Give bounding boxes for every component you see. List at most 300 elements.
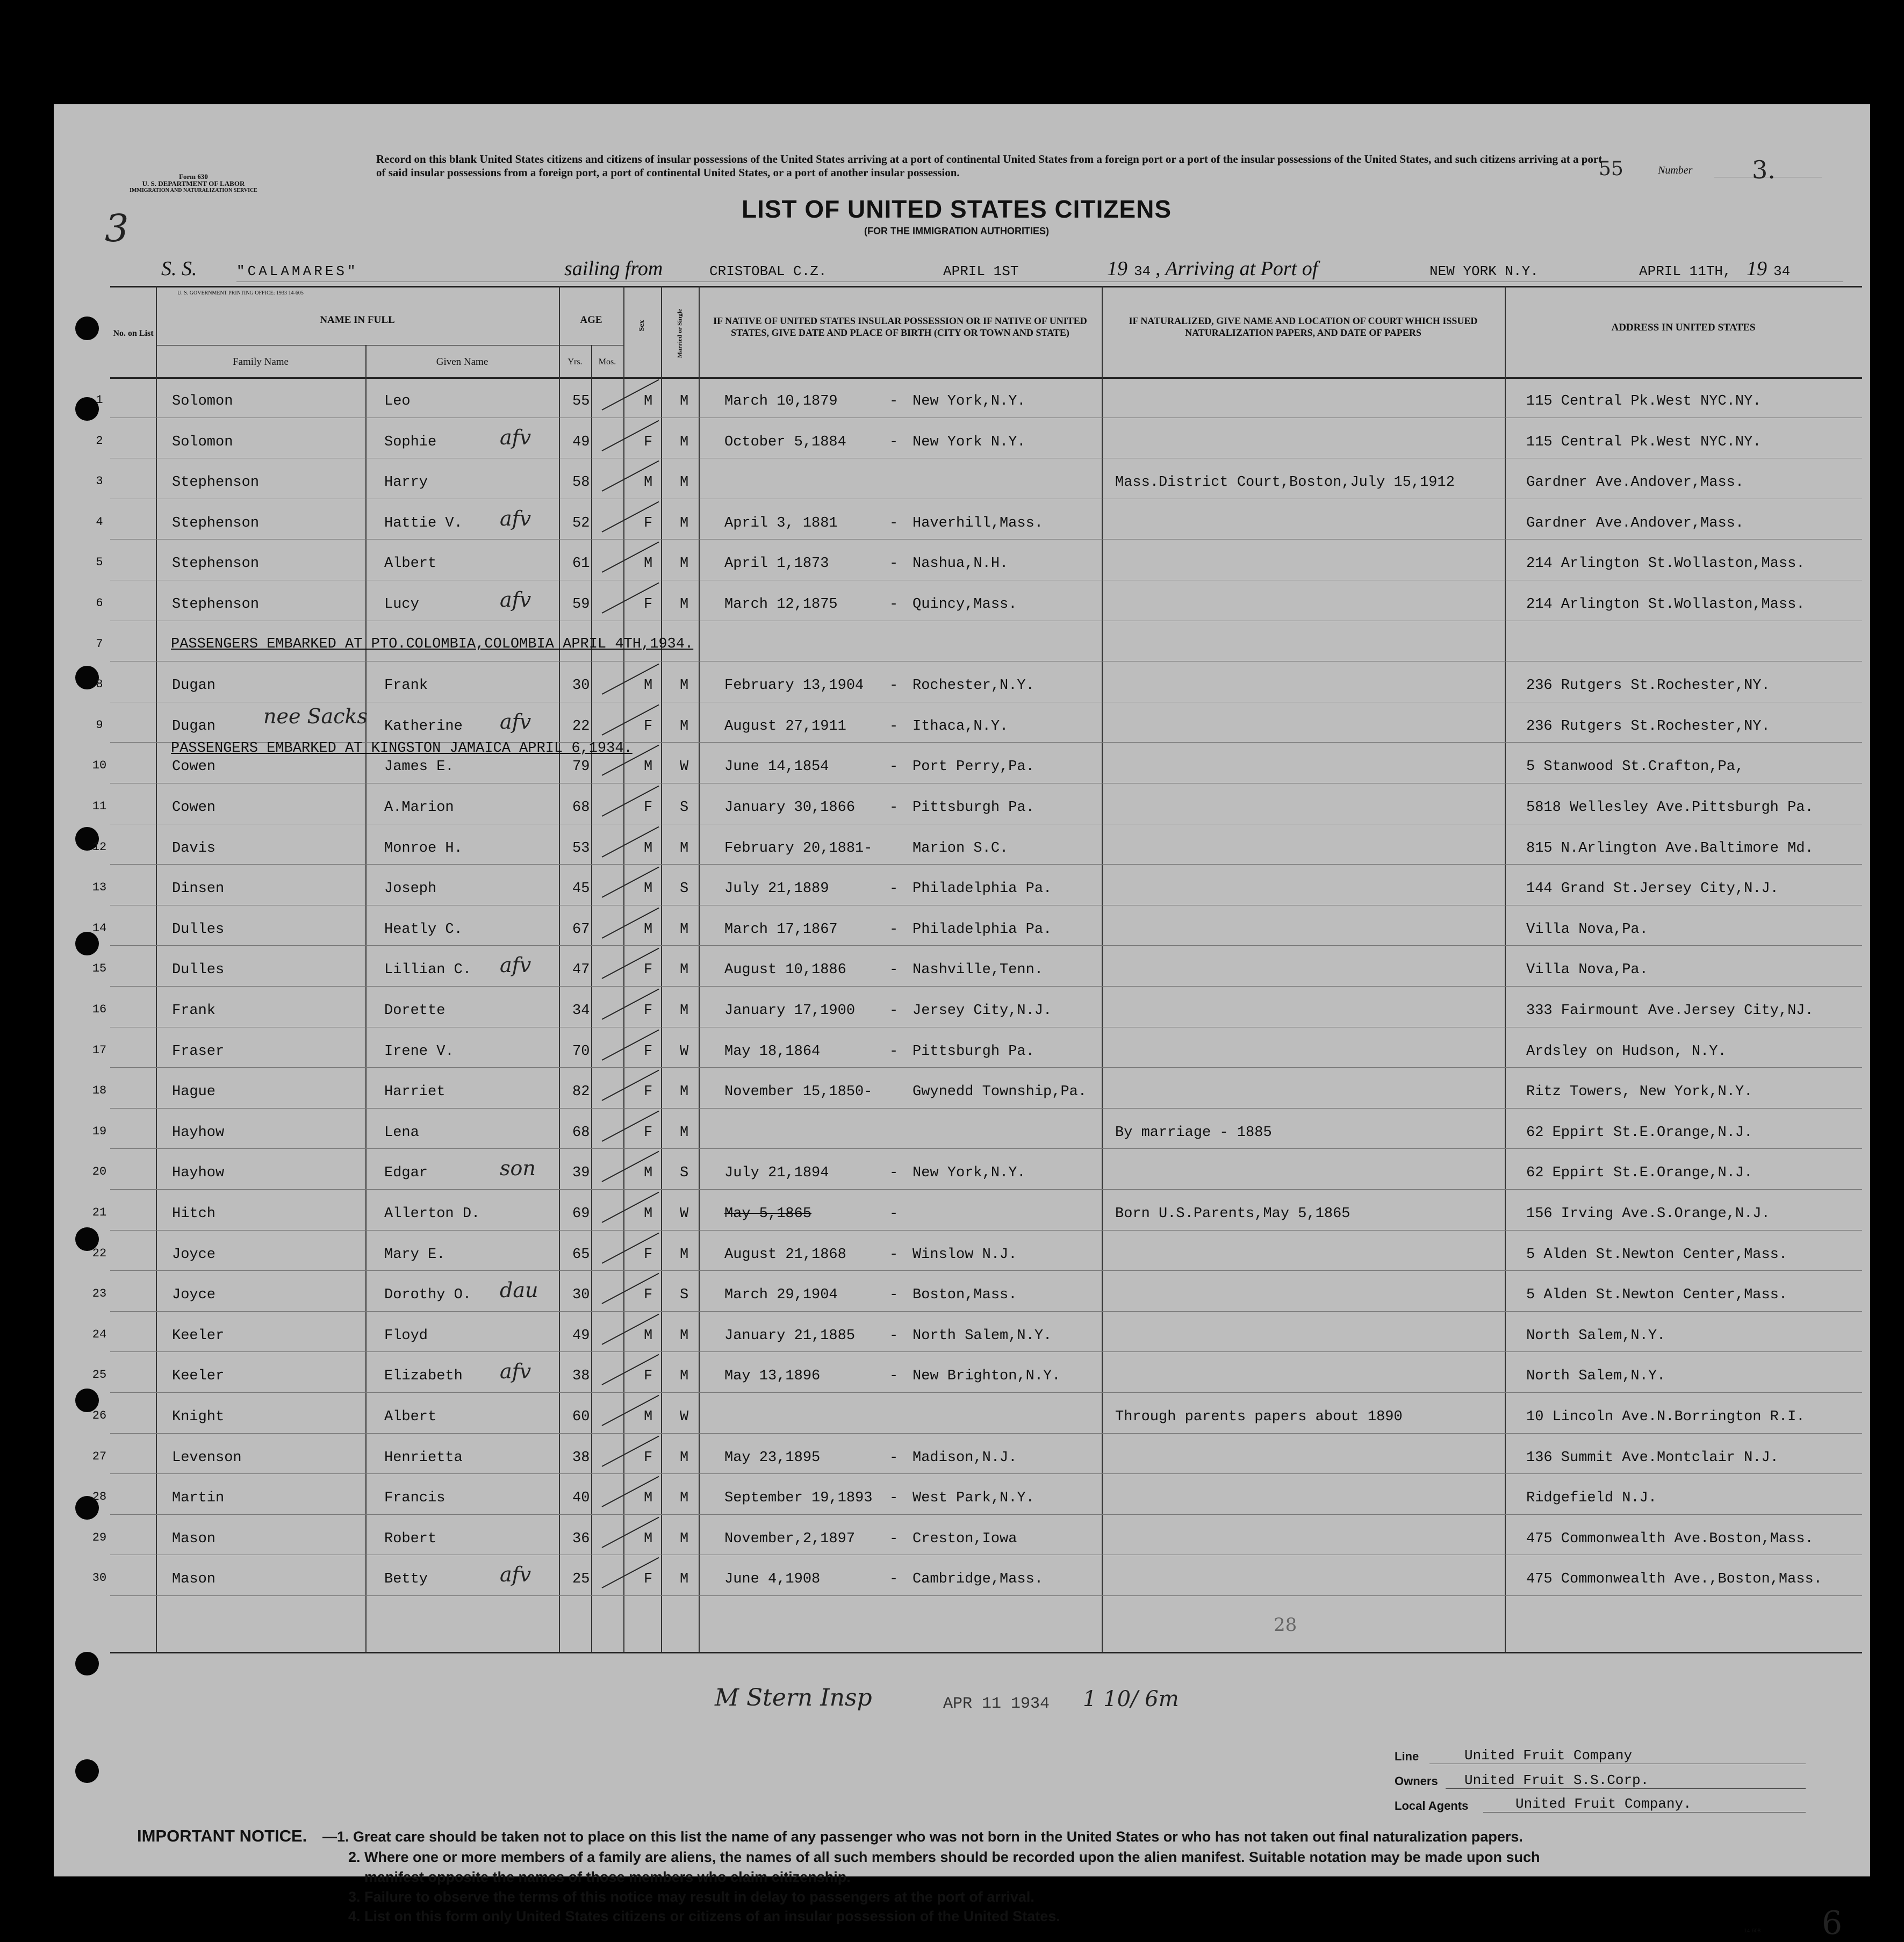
row-number: 28: [92, 1490, 107, 1504]
age-years: 59: [572, 596, 590, 613]
notice-3: 3. Failure to observe the terms of this notice may result in delay to passengers at the port of arrival.: [348, 1889, 1034, 1905]
family-name: Dinsen: [172, 881, 225, 897]
sex: F: [644, 1287, 653, 1304]
given-name: Edgar: [384, 1165, 428, 1182]
arrival-year: 34: [1773, 263, 1791, 279]
age-years: 30: [572, 1287, 590, 1304]
table-row: [54, 418, 1870, 458]
row-number: 12: [92, 840, 107, 854]
address: 5 Alden St.Newton Center,Mass.: [1526, 1287, 1788, 1304]
marital-status: S: [680, 800, 689, 816]
birth-date: April 3, 1881: [724, 515, 838, 531]
age-years: 61: [572, 556, 590, 572]
ship-name: "CALAMARES": [236, 263, 358, 279]
given-name: Heatly C.: [384, 921, 463, 938]
marital-status: M: [680, 1530, 689, 1547]
header-mos: Mos.: [598, 357, 616, 366]
family-name: Stephenson: [172, 556, 260, 572]
birth-date: January 30,1866: [724, 800, 856, 816]
family-name: Keeler: [172, 1368, 225, 1385]
birth-dash: -: [889, 1043, 899, 1060]
notice-title: IMPORTANT NOTICE.: [137, 1826, 307, 1845]
birth-date: February 13,1904: [724, 678, 864, 694]
arrival-date: APRIL 11TH,: [1639, 263, 1731, 279]
row-number: 19: [92, 1124, 107, 1138]
family-name: Joyce: [172, 1246, 216, 1263]
row-number: 8: [96, 678, 103, 692]
number-label: Number: [1658, 164, 1693, 176]
family-name: Joyce: [172, 1287, 216, 1304]
marital-status: W: [680, 1206, 689, 1222]
naturalization-info: By marriage - 1885: [1115, 1124, 1272, 1141]
age-years: 49: [572, 1327, 590, 1344]
address: 62 Eppirt St.E.Orange,N.J.: [1526, 1165, 1753, 1182]
table-row: [54, 1190, 1870, 1230]
address: 475 Commonwealth Ave.,Boston,Mass.: [1526, 1571, 1822, 1588]
address: 5 Alden St.Newton Center,Mass.: [1526, 1246, 1788, 1263]
family-name: Hitch: [172, 1206, 216, 1222]
header-age: AGE: [580, 314, 602, 326]
naturalization-info: Born U.S.Parents,May 5,1865: [1115, 1206, 1350, 1222]
marital-status: M: [680, 1246, 689, 1263]
birth-place: Haverhill,Mass.: [913, 515, 1044, 531]
table-row: [54, 661, 1870, 702]
pencil-total: 28: [1274, 1614, 1297, 1636]
birth-place: Winslow N.J.: [913, 1246, 1017, 1263]
birth-date: March 12,1875: [724, 596, 838, 613]
birth-place: Pittsburgh Pa.: [913, 800, 1034, 816]
agents-label: Local Agents: [1395, 1799, 1469, 1812]
agents-value: United Fruit Company.: [1515, 1796, 1692, 1812]
margin-mark: 3: [105, 206, 129, 250]
birth-place: New Brighton,N.Y.: [913, 1368, 1061, 1385]
birth-dash: -: [889, 678, 899, 694]
handwritten-note: dau: [500, 1278, 538, 1303]
table-row: [54, 1474, 1870, 1514]
marital-status: M: [680, 1084, 689, 1101]
table-row: [54, 946, 1870, 986]
owners-label: Owners: [1395, 1774, 1438, 1788]
address: 10 Lincoln Ave.N.Borrington R.I.: [1526, 1409, 1805, 1425]
birth-date: February 20,1881-: [724, 840, 873, 857]
birth-place: West Park,N.Y.: [913, 1490, 1034, 1507]
family-name: Dugan: [172, 678, 216, 694]
row-number: 10: [92, 759, 107, 773]
naturalization-info: Through parents papers about 1890: [1115, 1409, 1403, 1425]
table-row: [54, 824, 1870, 865]
age-years: 38: [572, 1449, 590, 1466]
address: Villa Nova,Pa.: [1526, 962, 1648, 979]
row-number: 23: [92, 1287, 107, 1301]
table-row: [54, 1352, 1870, 1392]
table-row: [54, 905, 1870, 946]
sex: F: [644, 800, 653, 816]
given-name: Lillian C.: [384, 962, 472, 979]
birth-date: March 29,1904: [724, 1287, 838, 1304]
notice-1: —1. Great care should be taken not to place on this list the name of any passenger who was not born in the United States or who has not taken out final naturalization papers.: [322, 1829, 1523, 1845]
given-name: Hattie V.: [384, 515, 463, 531]
row-number: 6: [96, 596, 103, 610]
age-years: 70: [572, 1043, 590, 1060]
given-name: Dorette: [384, 1003, 446, 1019]
table-row: [54, 1555, 1870, 1595]
birth-date: August 27,1911: [724, 718, 846, 735]
sex: F: [644, 1449, 653, 1466]
address: Villa Nova,Pa.: [1526, 921, 1648, 938]
given-name: Henrietta: [384, 1449, 463, 1466]
birth-place: Pittsburgh Pa.: [913, 1043, 1034, 1060]
table-row: [54, 458, 1870, 499]
notice-4: 4. List on this form only United States citizens or citizens of an insular possession of the United States.: [348, 1908, 1060, 1924]
table-row: [54, 540, 1870, 580]
birth-date: July 21,1894: [724, 1165, 829, 1182]
birth-dash: -: [889, 718, 899, 735]
table-row: [54, 1149, 1870, 1189]
age-years: 68: [572, 1124, 590, 1141]
birth-dash: -: [889, 1206, 899, 1222]
punch-hole: [75, 317, 99, 340]
family-name: Dulles: [172, 962, 225, 979]
punch-hole: [75, 1652, 99, 1675]
service-name: IMMIGRATION AND NATURALIZATION SERVICE: [130, 188, 257, 193]
table-row: [54, 740, 1870, 783]
row-number: 25: [92, 1368, 107, 1382]
marital-status: M: [680, 1490, 689, 1507]
marital-status: M: [680, 1003, 689, 1019]
marital-status: W: [680, 1409, 689, 1425]
birth-dash: -: [889, 393, 899, 409]
row-number: 5: [96, 556, 103, 570]
small-code: 14-608: [1744, 1927, 1761, 1934]
header-address: ADDRESS IN UNITED STATES: [1611, 322, 1756, 333]
birth-date: May 13,1896: [724, 1368, 821, 1385]
address: 62 Eppirt St.E.Orange,N.J.: [1526, 1124, 1753, 1141]
row-number: 7: [96, 637, 103, 651]
line-value: United Fruit Company: [1464, 1747, 1633, 1764]
address: 136 Summit Ave.Montclair N.J.: [1526, 1449, 1779, 1466]
birth-place: Jersey City,N.J.: [913, 1003, 1052, 1019]
family-name: Keeler: [172, 1327, 225, 1344]
given-name: Irene V.: [384, 1043, 454, 1060]
age-years: 55: [572, 393, 590, 409]
address: 115 Central Pk.West NYC.NY.: [1526, 393, 1762, 409]
birth-date: September 19,1893: [724, 1490, 873, 1507]
inspector-note: 1 10/ 6m: [1083, 1687, 1179, 1711]
table-row: [54, 499, 1870, 540]
row-number: 20: [92, 1165, 107, 1179]
marital-status: M: [680, 1571, 689, 1588]
ss-label: S. S.: [161, 257, 197, 280]
age-years: 36: [572, 1530, 590, 1547]
birth-place: New York,N.Y.: [913, 393, 1026, 409]
sex: M: [644, 921, 653, 938]
birth-place: Boston,Mass.: [913, 1287, 1017, 1304]
header-name-in-full: NAME IN FULL: [320, 314, 395, 326]
age-years: 49: [572, 434, 590, 450]
given-name: Floyd: [384, 1327, 428, 1344]
birth-place: Philadelphia Pa.: [913, 921, 1052, 938]
sex: M: [644, 1490, 653, 1507]
age-years: 30: [572, 678, 590, 694]
list-number-handwritten: 55: [1599, 158, 1623, 180]
marital-status: S: [680, 1165, 689, 1182]
age-years: 52: [572, 515, 590, 531]
marital-status: M: [680, 393, 689, 409]
handwritten-note: afv: [500, 1563, 531, 1587]
header-no-on-list: No. on List: [113, 329, 154, 338]
birth-dash: -: [889, 596, 899, 613]
maiden-name-note: nee Sacks: [263, 704, 368, 728]
birth-place: Nashua,N.H.: [913, 556, 1009, 572]
birth-date: June 4,1908: [724, 1571, 821, 1588]
sailing-label: sailing from: [564, 257, 663, 280]
punch-hole: [75, 1759, 99, 1783]
marital-status: S: [680, 881, 689, 897]
given-name: Robert: [384, 1530, 437, 1547]
header-sex: Sex: [638, 320, 646, 332]
birth-date: August 10,1886: [724, 962, 846, 979]
family-name: Stephenson: [172, 474, 260, 491]
sex: F: [644, 1124, 653, 1141]
birth-dash: -: [889, 434, 899, 450]
sex: M: [644, 881, 653, 897]
marital-status: M: [680, 556, 689, 572]
arrival-stamp: APR 11 1934: [943, 1695, 1050, 1713]
sex: F: [644, 434, 653, 450]
family-name: Stephenson: [172, 596, 260, 613]
family-name: Cowen: [172, 759, 216, 775]
birth-date: March 10,1879: [724, 393, 838, 409]
address: 5818 Wellesley Ave.Pittsburgh Pa.: [1526, 800, 1814, 816]
given-name: Albert: [384, 556, 437, 572]
form-instruction: Record on this blank United States citizens and citizens of insular possessions of the United States arriving at a port of continental United States from a foreign port or a port of the insular possessions of the United States, and such citizens arriving at a port of said insular possessions from a foreign port, a port of continental United States, or a port of another insular possession.: [376, 153, 1603, 179]
given-name: Lucy: [384, 596, 419, 613]
owners-value: United Fruit S.S.Corp.: [1464, 1772, 1649, 1788]
given-name: Elizabeth: [384, 1368, 463, 1385]
address: 475 Commonwealth Ave.Boston,Mass.: [1526, 1530, 1814, 1547]
table-row: [54, 377, 1870, 418]
birth-date: November,2,1897: [724, 1530, 856, 1547]
birth-date: May 5,1865: [724, 1206, 812, 1222]
address: Gardner Ave.Andover,Mass.: [1526, 474, 1744, 491]
given-name: Mary E.: [384, 1246, 446, 1263]
family-name: Cowen: [172, 800, 216, 816]
birth-dash: -: [889, 1003, 899, 1019]
family-name: Mason: [172, 1530, 216, 1547]
table-row: [54, 1068, 1870, 1108]
table-row: [54, 1027, 1870, 1068]
sex: F: [644, 718, 653, 735]
header-birth: IF NATIVE OF UNITED STATES INSULAR POSSESSION OR IF NATIVE OF UNITED STATES, GIVE DATE AND PLACE OF BIRTH (CITY OR TOWN AND STATE): [713, 315, 1087, 338]
given-name: Monroe H.: [384, 840, 463, 857]
page-subtitle: (FOR THE IMMIGRATION AUTHORITIES): [864, 226, 1049, 236]
sex: M: [644, 1530, 653, 1547]
row-number: 13: [92, 881, 107, 895]
naturalization-info: Mass.District Court,Boston,July 15,1912: [1115, 474, 1455, 491]
address: 333 Fairmount Ave.Jersey City,NJ.: [1526, 1003, 1814, 1019]
address: 214 Arlington St.Wollaston,Mass.: [1526, 556, 1805, 572]
from-port: CRISTOBAL C.Z.: [709, 263, 827, 279]
header-given-name: Given Name: [436, 356, 488, 368]
address: North Salem,N.Y.: [1526, 1327, 1666, 1344]
birth-place: Gwynedd Township,Pa.: [913, 1084, 1087, 1101]
row-number: 2: [96, 434, 103, 448]
row-number: 26: [92, 1409, 107, 1422]
age-years: 38: [572, 1368, 590, 1385]
family-name: Fraser: [172, 1043, 225, 1060]
given-name: Betty: [384, 1571, 428, 1588]
age-years: 39: [572, 1165, 590, 1182]
birth-place: Creston,Iowa: [913, 1530, 1017, 1547]
handwritten-note: afv: [500, 506, 531, 530]
marital-status: M: [680, 474, 689, 491]
marital-status: M: [680, 515, 689, 531]
age-years: 82: [572, 1084, 590, 1101]
birth-place: New York N.Y.: [913, 434, 1026, 450]
table-row: [54, 865, 1870, 905]
family-name: Levenson: [172, 1449, 242, 1466]
age-years: 40: [572, 1490, 590, 1507]
row-number: 14: [92, 921, 107, 935]
table-row: [54, 1109, 1870, 1149]
row-number: 24: [92, 1327, 107, 1341]
row-number: 9: [96, 718, 103, 732]
page-title: LIST OF UNITED STATES CITIZENS: [741, 195, 1172, 223]
form-id-block: [107, 173, 279, 194]
marital-status: M: [680, 1449, 689, 1466]
address: Ardsley on Hudson, N.Y.: [1526, 1043, 1727, 1060]
given-name: Dorothy O.: [384, 1287, 472, 1304]
birth-date: August 21,1868: [724, 1246, 846, 1263]
marital-status: M: [680, 962, 689, 979]
marital-status: M: [680, 1327, 689, 1344]
notice-2b: manifest opposite the names of those members who claim citizenship.: [364, 1869, 851, 1885]
row-number: 18: [92, 1084, 107, 1098]
sex: F: [644, 1571, 653, 1588]
family-name: Frank: [172, 1003, 216, 1019]
header-family-name: Family Name: [233, 356, 289, 368]
table-row: [54, 1271, 1870, 1311]
given-name: Joseph: [384, 881, 437, 897]
sex: M: [644, 678, 653, 694]
sex: M: [644, 759, 653, 775]
given-name: Katherine: [384, 718, 463, 735]
family-name: Solomon: [172, 393, 233, 409]
birth-place: New York,N.Y.: [913, 1165, 1026, 1182]
page-number: 6: [1822, 1904, 1843, 1942]
birth-place: Philadelphia Pa.: [913, 881, 1052, 897]
marital-status: M: [680, 718, 689, 735]
header-naturalized: IF NATURALIZED, GIVE NAME AND LOCATION OF COURT WHICH ISSUED NATURALIZATION PAPERS, AND DATE OF PAPERS: [1129, 315, 1478, 338]
sex: M: [644, 1409, 653, 1425]
row-number: 21: [92, 1206, 107, 1219]
age-years: 69: [572, 1206, 590, 1222]
embarkation-note: PASSENGERS EMBARKED AT KINGSTON JAMAICA APRIL 6,1934.: [171, 740, 633, 757]
family-name: Davis: [172, 840, 216, 857]
handwritten-note: afv: [500, 1360, 531, 1384]
sex: F: [644, 962, 653, 979]
birth-dash: -: [889, 1490, 899, 1507]
depart-year-prefix: 19: [1107, 257, 1127, 280]
birth-place: Ithaca,N.Y.: [913, 718, 1009, 735]
department-name: U. S. DEPARTMENT OF LABOR: [142, 179, 245, 188]
table-row: [54, 1515, 1870, 1555]
age-years: 34: [572, 1003, 590, 1019]
sex: F: [644, 1003, 653, 1019]
given-name: Albert: [384, 1409, 437, 1425]
birth-date: January 21,1885: [724, 1327, 856, 1344]
depart-year: 34: [1134, 263, 1151, 279]
birth-dash: -: [889, 1368, 899, 1385]
marital-status: M: [680, 921, 689, 938]
birth-dash: -: [889, 1530, 899, 1547]
address: Ritz Towers, New York,N.Y.: [1526, 1084, 1753, 1101]
marital-status: M: [680, 1124, 689, 1141]
table-row: [54, 1434, 1870, 1474]
sex: F: [644, 1084, 653, 1101]
sex: F: [644, 1246, 653, 1263]
sex: M: [644, 1206, 653, 1222]
table-row: [54, 987, 1870, 1027]
family-name: Dulles: [172, 921, 225, 938]
notice-2a: 2. Where one or more members of a family are aliens, the names of all such members should be recorded upon the alien manifest. Suitable notation may be made upon such: [348, 1849, 1540, 1865]
given-name: Leo: [384, 393, 411, 409]
passenger-table: [54, 377, 1870, 1652]
form-number: Form 630: [179, 172, 208, 181]
arriving-label: , Arriving at Port of: [1155, 257, 1318, 280]
row-number: 17: [92, 1043, 107, 1057]
family-name: Martin: [172, 1490, 225, 1507]
family-name: Solomon: [172, 434, 233, 450]
table-row: [54, 1231, 1870, 1271]
birth-date: June 14,1854: [724, 759, 829, 775]
sex: F: [644, 1043, 653, 1060]
given-name: Frank: [384, 678, 428, 694]
row-number: 15: [92, 962, 107, 976]
birth-place: Rochester,N.Y.: [913, 678, 1034, 694]
address: 236 Rutgers St.Rochester,NY.: [1526, 718, 1770, 735]
row-number: 11: [92, 800, 107, 813]
handwritten-note: afv: [500, 709, 531, 733]
birth-date: May 18,1864: [724, 1043, 821, 1060]
birth-place: Cambridge,Mass.: [913, 1571, 1044, 1588]
age-years: 47: [572, 962, 590, 979]
handwritten-note: afv: [500, 588, 531, 612]
birth-dash: -: [889, 759, 899, 775]
row-number: 30: [92, 1571, 107, 1585]
age-years: 60: [572, 1409, 590, 1425]
age-years: 67: [572, 921, 590, 938]
arrival-port: NEW YORK N.Y.: [1429, 263, 1539, 279]
table-row: [54, 783, 1870, 824]
embarkation-note: PASSENGERS EMBARKED AT PTO.COLOMBIA,COLOMBIA APRIL 4TH,1934.: [171, 636, 694, 652]
address: 214 Arlington St.Wollaston,Mass.: [1526, 596, 1805, 613]
header-yrs: Yrs.: [567, 357, 583, 366]
birth-dash: -: [889, 1449, 899, 1466]
number-value: 3.: [1752, 155, 1776, 184]
table-row: [54, 621, 1870, 661]
birth-dash: -: [889, 1571, 899, 1588]
family-name: Stephenson: [172, 515, 260, 531]
family-name: Hague: [172, 1084, 216, 1101]
birth-date: July 21,1889: [724, 881, 829, 897]
birth-place: Quincy,Mass.: [913, 596, 1017, 613]
row-number: 4: [96, 515, 103, 529]
birth-dash: -: [889, 1165, 899, 1182]
address: North Salem,N.Y.: [1526, 1368, 1666, 1385]
given-name: Harry: [384, 474, 428, 491]
row-number: 3: [96, 474, 103, 488]
